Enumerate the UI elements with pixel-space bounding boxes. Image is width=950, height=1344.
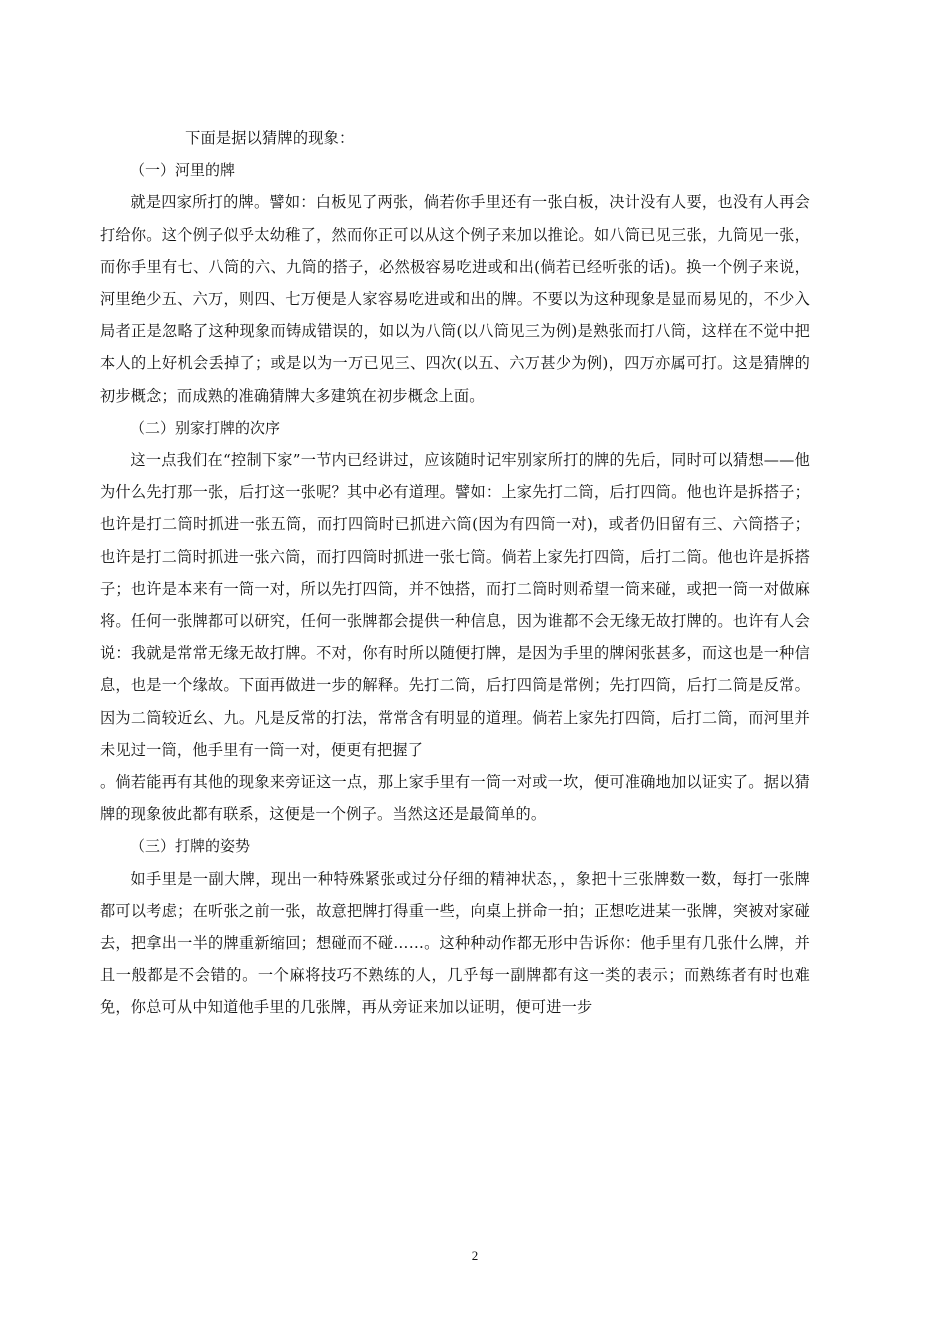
section-2-paragraph-2: 。倘若能再有其他的现象来旁证这一点，那上家手里有一筒一对或一坎，便可准确地加以证实了。据以猜牌的现象彼此都有联系，这便是一个例子。当然这还是最简单的。 <box>100 773 810 824</box>
page-number: 2 <box>471 1248 479 1263</box>
section-heading-3: （三）打牌的姿势 <box>130 837 251 856</box>
section-heading-2: （二）别家打牌的次序 <box>130 418 281 437</box>
section-heading-1: （一）河里的牌 <box>130 161 236 180</box>
section-1-paragraph-1: 就是四家所打的牌。譬如：白板见了两张，倘若你手里还有一张白板，决计没有人要，也没有人再会打给你。这个例子似乎太幼稚了，然而你正可以从这个例子来加以推论。如八筒已见三张，九筒见一张，而你手里有七、八筒的六、九筒的搭子，必然极容易吃进或和出(倘若已经听张的话)。换一个例子来说，河里绝少五、六万，则四、七万便是人家容易吃进或和出的牌。不要以为这种现象是显而易见的，不少入局者正是忽略了这种现象而铸成错误的，如以为八筒(以八筒见三为例)是熟张而打八筒，这样在不觉中把本人的上好机会丢掉了；或是以为一万已见三、四次(以五、六万甚少为例)，四万亦属可打。这是猜牌的初步概念；而成熟的准确猜牌大多建筑在初步概念上面。 <box>100 193 810 405</box>
section-3-paragraph-1: 如手里是一副大牌，现出一种特殊紧张或过分仔细的精神状态，，象把十三张牌数一数，每打一张牌都可以考虑；在听张之前一张，故意把牌打得重一些，向桌上拼命一拍；正想吃进某一张牌，突被对家碰去，把拿出一半的牌重新缩回；想碰而不碰……。这种种动作都无形中告诉你：他手里有几张什么牌，并且一般都是不会错的。一个麻将技巧不熟练的人，几乎每一副牌都有这一类的表示；而熟练者有时也难免，你总可从中知道他手里的几张牌，再从旁证来加以证明，便可进一步 <box>100 869 810 1017</box>
intro-line: 下面是据以猜牌的现象： <box>185 129 355 147</box>
section-2-paragraph-1: 这一点我们在“控制下家”一节内已经讲过，应该随时记牢别家所打的牌的先后，同时可以猜想——他为什么先打那一张，后打这一张呢？其中必有道理。譬如：上家先打二筒，后打四筒。他也许是拆搭子；也许是打二筒时抓进一张五筒，而打四筒时已抓进六筒(因为有四筒一对)，或者仍旧留有三、六筒搭子；也许是打二筒时抓进一张六筒，而打四筒时抓进一张七筒。倘若上家先打四筒，后打二筒。他也许是拆搭子；也许是本来有一筒一对，所以先打四筒，并不蚀搭，而打二筒时则希望一筒来碰，或把一筒一对做麻将。任何一张牌都可以研究，任何一张牌都会提供一种信息，因为谁都不会无缘无故打牌的。也许有人会说：我就是常常无缘无故打牌。不对，你有时所以随便打牌，是因为手里的牌闲张甚多，而这也是一种信息，也是一个缘故。下面再做进一步的解释。先打二筒，后打四筒是常例；先打四筒，后打二筒是反常。因为二筒较近幺、九。凡是反常的打法，常常含有明显的道理。倘若上家先打四筒，后打二筒，而河里并未见过一筒，他手里有一筒一对，便更有把握了 <box>100 451 810 759</box>
document-body <box>100 122 810 1024</box>
